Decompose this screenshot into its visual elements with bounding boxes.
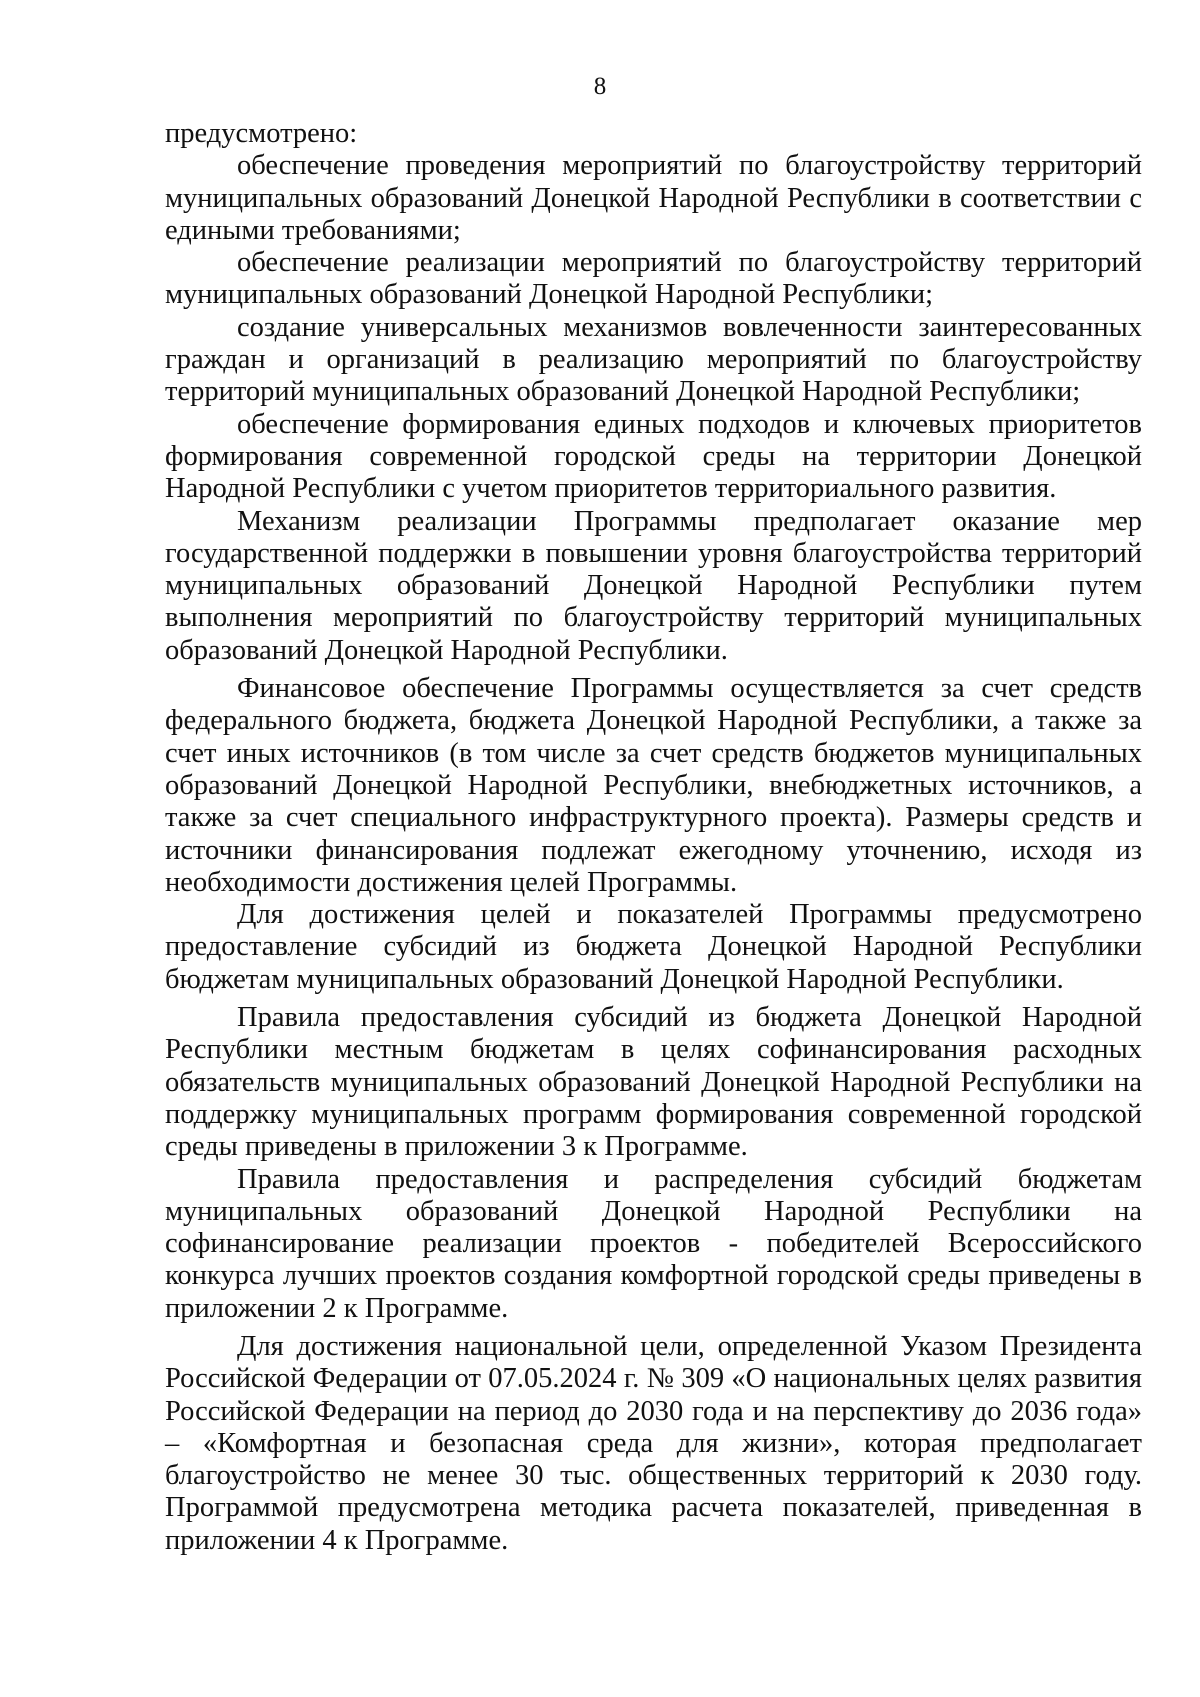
page-number: 8: [593, 73, 607, 100]
paragraph-subsidies: Для достижения целей и показателей Программы предусмотрено предоставление субсидий из бюджета Донецкой Народной Республики бюджетам муниципальных образований Донецкой Народной Республики.: [165, 899, 1142, 995]
paragraph-rules-appendix-2: Правила предоставления и распределения субсидий бюджетам муниципальных образований Донецкой Народной Республики на софинансирование реализации проектов - победителей Всероссийского конкурса лучших проектов создания комфортной городской среды приведены в приложении 2 к Программе.: [165, 1163, 1142, 1324]
paragraph-financing: Финансовое обеспечение Программы осуществляется за счет средств федерального бюджета, бюджета Донецкой Народной Республики, а также за счет иных источников (в том числе за счет средств бюджетов муниципальных образований Донецкой Народной Республики, внебюджетных источников, а также за счет специального инфраструктурного проекта). Размеры средств и источники финансирования подлежат ежегодному уточнению, исходя из необходимости достижения целей Программы.: [165, 673, 1142, 898]
paragraph-provided: предусмотрено:: [165, 118, 358, 149]
paragraph-list-item-implementation: обеспечение реализации мероприятий по благоустройству территорий муниципальных образований Донецкой Народной Республики;: [165, 247, 1142, 311]
paragraph-list-item-approaches: обеспечение формирования единых подходов и ключевых приоритетов формирования современной городской среды на территории Донецкой Народной Республики с учетом приоритетов территориального развития.: [165, 408, 1142, 505]
paragraph-national-goal: Для достижения национальной цели, определенной Указом Президента Российской Федерации от 07.05.2024 г. № 309 «О национальных целях развития Российской Федерации на период до 2030 года и на перспективу до 2036 года» – «Комфортная и безопасная среда для жизни», которая предполагает благоустройство не менее 30 тыс. общественных территорий к 2030 году. Программой предусмотрена методика расчета показателей, приведенная в приложении 4 к Программе.: [165, 1330, 1142, 1556]
document-body: [165, 118, 1142, 1557]
paragraph-mechanism: Механизм реализации Программы предполагает оказание мер государственной поддержки в повышении уровня благоустройства территорий муниципальных образований Донецкой Народной Республики путем выполнения мероприятий по благоустройству территорий муниципальных образований Донецкой Народной Республики.: [165, 505, 1142, 666]
paragraph-list-item-mechanisms: создание универсальных механизмов вовлеченности заинтересованных граждан и организаций в реализацию мероприятий по благоустройству территорий муниципальных образований Донецкой Народной Республики;: [165, 311, 1142, 408]
paragraph-list-item-events: обеспечение проведения мероприятий по благоустройству территорий муниципальных образований Донецкой Народной Республики в соответствии с едиными требованиями;: [165, 150, 1142, 246]
paragraph-rules-appendix-3: Правила предоставления субсидий из бюджета Донецкой Народной Республики местным бюджетам в целях софинансирования расходных обязательств муниципальных образований Донецкой Народной Республики на поддержку муниципальных программ формирования современной городской среды приведены в приложении 3 к Программе.: [165, 1002, 1142, 1163]
